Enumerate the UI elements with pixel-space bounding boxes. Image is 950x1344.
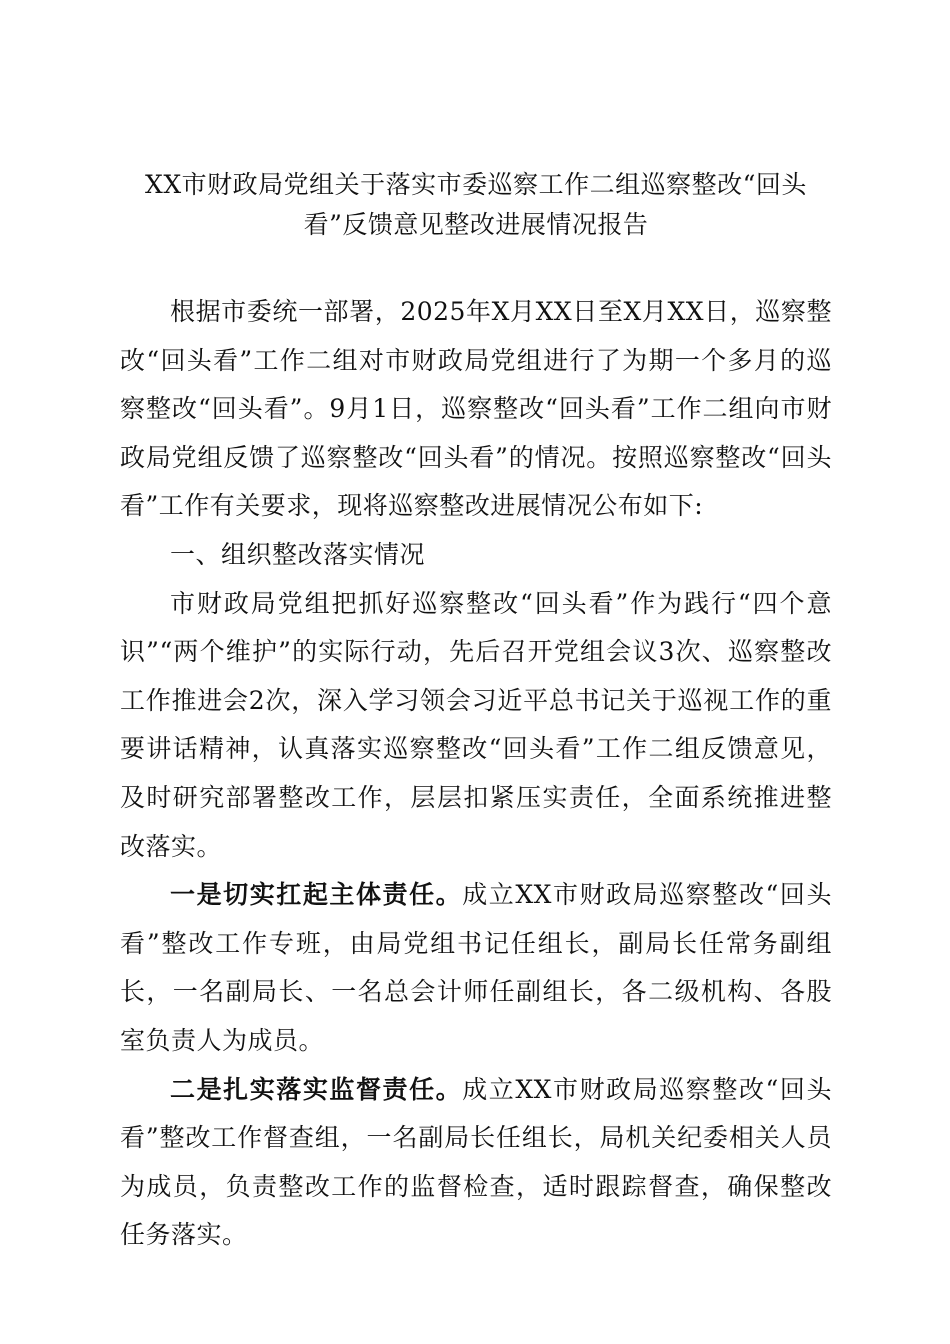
point-one-lead: 一是切实扛起主体责任。 xyxy=(170,880,463,910)
point-two-text: 成立XX市财政局巡察整改“回头看”整改工作督查组，一名副局长任组长，局机关纪委相关人员为成员，负责整改工作的监督检查，适时跟踪督查，确保整改任务落实。 xyxy=(120,1074,832,1250)
document-title xyxy=(120,165,832,245)
point-one-text: 成立XX市财政局巡察整改“回头看”整改工作专班，由局党组书记任组长，副局长任常务副组长，一名副局长、一名总会计师任副组长，各二级机构、各股室负责人为成员。 xyxy=(120,880,832,1055)
point-two-lead: 二是扎实落实监督责任。 xyxy=(170,1074,463,1104)
intro-paragraph: 根据市委统一部署，2025年X月XX日至X月XX日，巡察整改“回头看”工作二组对市财政局党组进行了为期一个多月的巡察整改“回头看”。9月1日，巡察整改“回头看”工作二组向市财政局党组反馈了巡察整改“回头看”的情况。按照巡察整改“回头看”工作有关要求，现将巡察整改进展情况公布如下: xyxy=(120,297,832,521)
document-content xyxy=(120,165,832,1260)
section-paragraph: 市财政局党组把抓好巡察整改“回头看”作为践行“四个意识”“两个维护”的实际行动，先后召开党组会议3次、巡察整改工作推进会2次，深入学习领会习近平总书记关于巡视工作的重要讲话精神，认真落实巡察整改“回头看”工作二组反馈意见，及时研究部署整改工作，层层扣紧压实责任，全面系统推进整改落实。 xyxy=(120,588,832,861)
point-two-paragraph xyxy=(120,1066,832,1260)
title-line-1: XX市财政局党组关于落实市委巡察工作二组巡察整改“回头 xyxy=(145,170,807,199)
point-one-paragraph xyxy=(120,871,832,1065)
document-body xyxy=(120,288,832,1260)
section-heading: 一、组织整改落实情况 xyxy=(170,539,426,569)
title-line-2: 看”反馈意见整改进展情况报告 xyxy=(303,210,649,239)
